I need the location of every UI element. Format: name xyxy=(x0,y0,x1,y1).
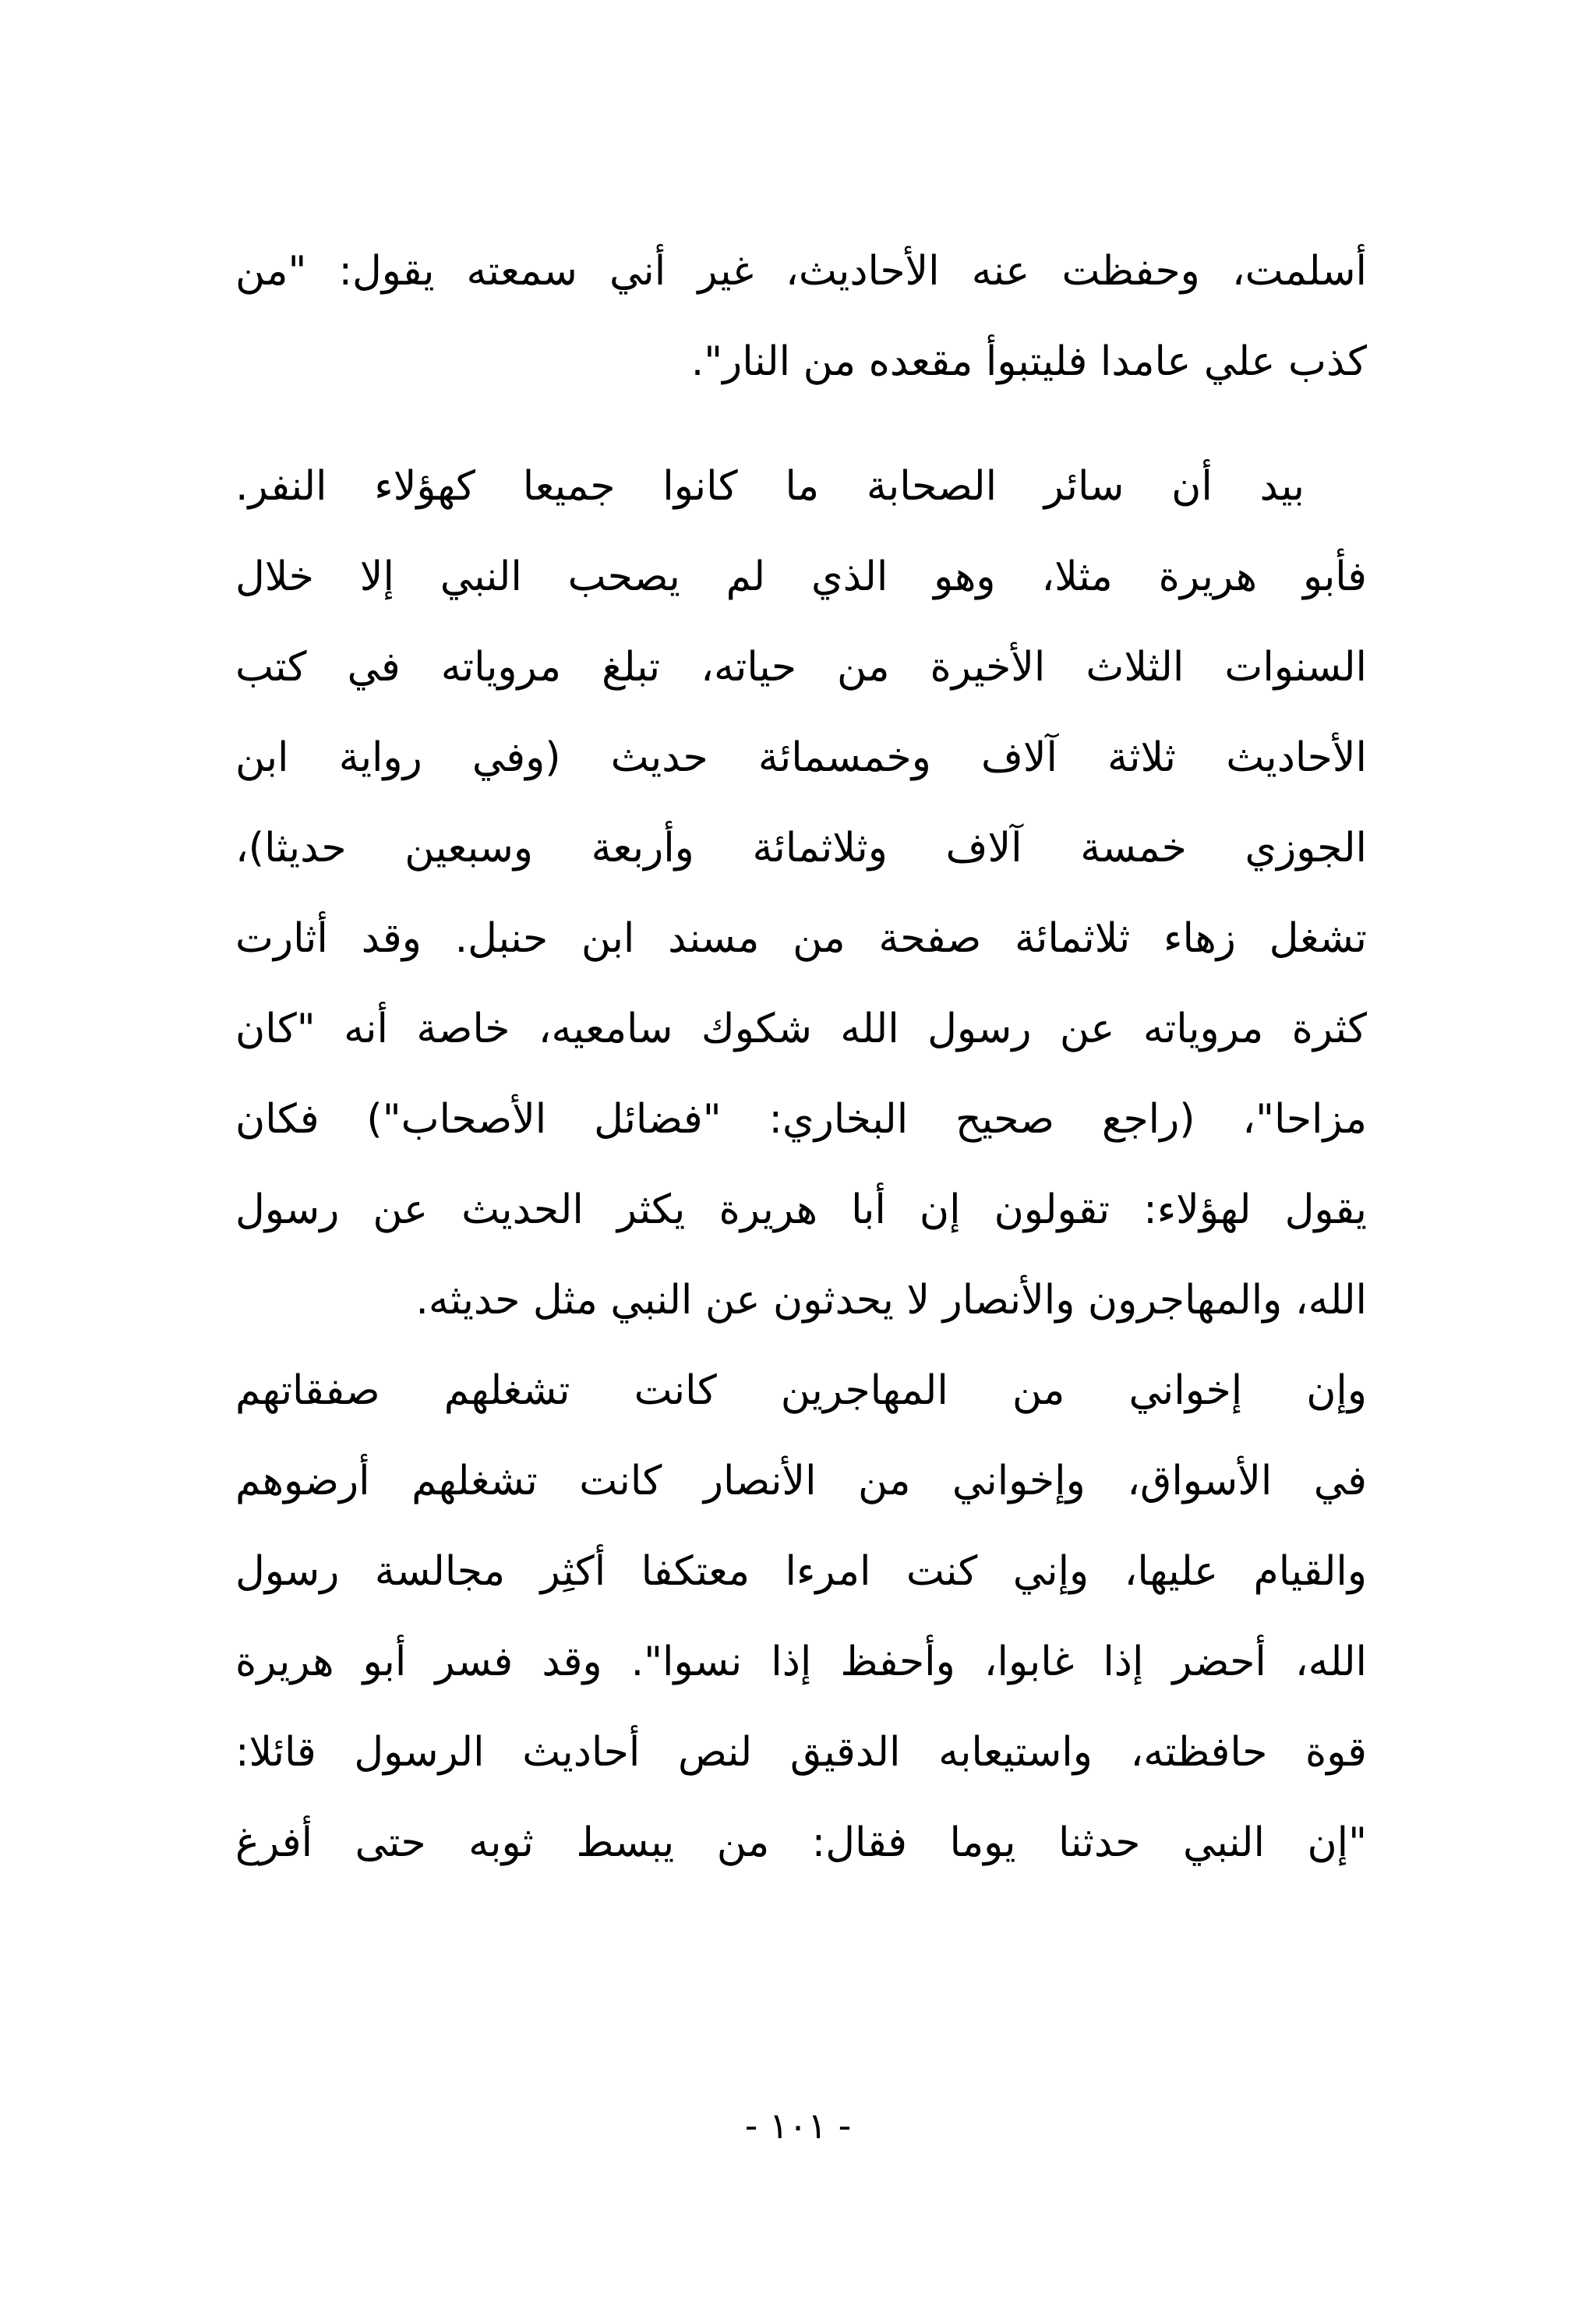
text-line: فأبو هريرة مثلا، وهو الذي لم يصحب النبي إلا خلال xyxy=(235,553,1367,600)
text-line: والقيام عليها، وإني كنت امرءا معتكفا أكثِر مجالسة رسول xyxy=(235,1548,1367,1595)
paragraph-1 xyxy=(235,226,1367,407)
text-line: السنوات الثلاث الأخيرة من حياته، تبلغ مروياته في كتب xyxy=(235,644,1367,691)
text-line: وإن إخواني من المهاجرين كانت تشغلهم صفقاتهم xyxy=(235,1367,1367,1414)
text-line: الله، والمهاجرون والأنصار لا يحدثون عن النبي مثل حديثه. xyxy=(415,1277,1367,1324)
text-line: "إن النبي حدثنا يوما فقال: من يبسط ثوبه حتى أفرغ xyxy=(235,1819,1367,1866)
text-line: كثرة مروياته عن رسول الله شكوك سامعيه، خاصة أنه "كان xyxy=(235,1006,1367,1052)
text-line: في الأسواق، وإخواني من الأنصار كانت تشغلهم أرضوهم xyxy=(235,1458,1367,1504)
text-line: تشغل زهاء ثلاثمائة صفحة من مسند ابن حنبل. وقد أثارت xyxy=(235,915,1367,962)
text-line: مزاحا"، (راجع صحيح البخاري: "فضائل الأصحاب") فكان xyxy=(235,1096,1367,1143)
text-line: بيد أن سائر الصحابة ما كانوا جميعا كهؤلاء النفر. xyxy=(235,463,1305,510)
paragraph-2 xyxy=(235,441,1367,1888)
page-number: - ١٠١ - xyxy=(744,2105,852,2147)
text-line: كذب علي عامدا فليتبوأ مقعده من النار". xyxy=(690,338,1367,385)
text-line: الأحاديث ثلاثة آلاف وخمسمائة حديث (وفي رواية ابن xyxy=(235,734,1367,781)
text-line: الله، أحضر إذا غابوا، وأحفظ إذا نسوا". وقد فسر أبو هريرة xyxy=(235,1639,1367,1685)
text-line: أسلمت، وحفظت عنه الأحاديث، غير أني سمعته يقول: "من xyxy=(235,248,1367,295)
text-line: يقول لهؤلاء: تقولون إن أبا هريرة يكثر الحديث عن رسول xyxy=(235,1186,1367,1233)
text-line: قوة حافظته، واستيعابه الدقيق لنص أحاديث الرسول قائلا: xyxy=(235,1729,1367,1776)
text-line: الجوزي خمسة آلاف وثلاثمائة وأربعة وسبعين حديثا)، xyxy=(235,825,1367,871)
